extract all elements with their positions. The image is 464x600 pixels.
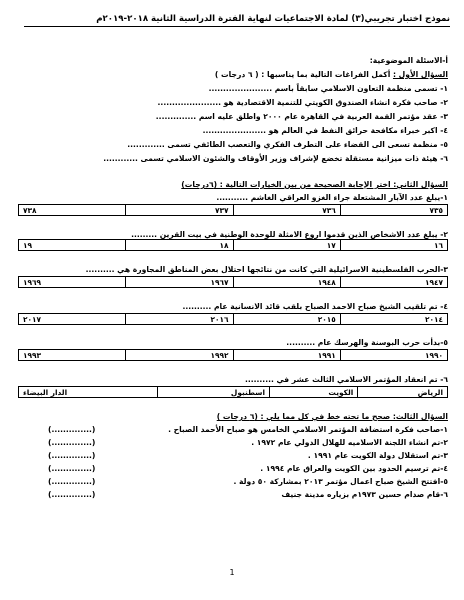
q3-item: ١-صاحب فكرة استضافة المؤتمر الاسلامي الخامس هو صباح الأحمد الصباح . [168,425,448,434]
q3-item: ٦-قام صدام حسين ١٩٧٣م بزياره مدينة جنيف [281,490,448,499]
q2-options-table [18,313,448,325]
option-cell: ١٦ [340,240,447,251]
option-cell: ١٩٩٣ [19,350,126,361]
q2-options-table [18,386,448,398]
q2-question: ٣-الحرب الفلسطينية الاسرائيلية التي كانت من نتائجها احتلال بعض المناطق المجاورة هي .......... [85,265,448,274]
q1-title-label: السؤال الأول : [392,70,448,79]
option-cell: ٧٣٥ [340,205,447,216]
answer-blank: (..............) [48,490,96,499]
option-cell: ٢٠١٥ [233,314,340,325]
option-cell: ١٩٤٨ [233,277,340,288]
option-cell: ١٩٤٧ [340,277,447,288]
answer-blank: (..............) [48,477,96,486]
answer-blank: (..............) [48,464,96,473]
q1-title [215,70,448,79]
page-header: نموذج اختبار تجريبي(٣) لمادة الاجتماعيات لنهاية الفترة الدراسية الثانية ٢٠١٨-٢٠١٩م [96,14,450,24]
q3-title: السؤال الثالث: صحح ما تحته خط في كل مما يلي : (٦ درجات ) [216,412,448,421]
option-cell: ٧٣٧ [126,205,233,216]
answer-blank: (..............) [48,425,96,434]
header-divider [24,26,450,27]
option-cell: ٢٠١٧ [19,314,126,325]
q2-options-table [18,276,448,288]
q1-item: ٢- صاحب فكرة انشاء الصندوق الكويتي للتنمية الاقتصادية هو ...................... [157,98,448,107]
q2-question: ٥-بدأت حرب البوسنة والهرسك عام .......... [286,338,448,347]
option-cell: ١٩ [19,240,126,251]
q1-item: ٤- اكبر خبراء مكافحة حرائق النفط في العالم هو ...................... [202,126,448,135]
q1-item: ٦- هيئة ذات ميزانية مستقلة تخضع لإشراف وزير الأوقاف والشئون الاسلامي تسمى ............ [103,154,448,163]
q1-item: ٥- منظمة تسعى الى القضاء على التطرف الفكري والتعصب الطائفي تسمى ............. [127,140,448,149]
option-cell: ٧٣٨ [19,205,126,216]
q2-options-table [18,349,448,361]
q2-question: ٢- يبلغ عدد الاشخاص الذين قدموا اروع الامثلة للوحدة الوطنية في بيت القرين ......... [131,230,448,239]
q3-item: ٢-تم انشاء اللجنة الاسلاميه للهلال الدولي عام ١٩٧٢ . [251,438,448,447]
q2-options-table [18,239,448,251]
q2-title: السؤال الثاني: اختر الإجابة الصحيحة من بين الخيارات التالية : (٦درجات) [181,180,448,189]
option-cell: اسطنبول [157,387,269,398]
option-cell: ٢٠١٦ [126,314,233,325]
q2-options-table [18,204,448,216]
q1-item: ٣- عقد مؤتمر القمة العربية في القاهرة عام ٢٠٠٠ واطلق عليه اسم .............. [155,112,448,121]
option-cell: ١٩٩٢ [126,350,233,361]
q3-item: ٣-تم استقلال دولة الكويت عام ١٩٩١ . [307,451,448,460]
page-number: 1 [229,568,235,577]
option-cell: ١٨ [126,240,233,251]
option-cell: ١٩٦٩ [19,277,126,288]
q1-title-rest: أكمل الفراغات التالية بما يناسبها : ( ٦ درجات ) [214,70,393,79]
q1-item: ١- تسمى منظمة التعاون الاسلامي سابقاً باسم ...................... [208,84,448,93]
option-cell: ١٩٩١ [233,350,340,361]
option-cell: ١٩٩٠ [340,350,447,361]
option-cell: الكويت [270,387,358,398]
q2-question: ٦- تم انعقاد المؤتمر الاسلامي الثالث عشر في .......... [245,375,448,384]
option-cell: ٢٠١٤ [340,314,447,325]
q2-question: ٤- تم تلقيب الشيخ صباح الاحمد الصباح بلقب قائد الانسانية عام .......... [182,302,448,311]
option-cell: ٧٣٦ [233,205,340,216]
option-cell: ١٩٦٧ [126,277,233,288]
answer-blank: (..............) [48,451,96,460]
q3-item: ٤-تم ترسيم الحدود بين الكويت والعراق عام ١٩٩٤ . [260,464,448,473]
option-cell: الرياض [358,387,448,398]
option-cell: ١٧ [233,240,340,251]
q2-question: ١-يبلغ عدد الآبار المشتعلة جراء الغزو العراقي الغاشم ........... [216,193,448,202]
q3-item: ٥-افتتح الشيخ صباح اعمال مؤتمر ٢٠١٣ بمشاركة ٥٠ دولة . [233,477,448,486]
section-a-title: أ-الاسئلة الموضوعية: [369,56,448,65]
answer-blank: (..............) [48,438,96,447]
option-cell: الدار البيضاء [19,387,158,398]
